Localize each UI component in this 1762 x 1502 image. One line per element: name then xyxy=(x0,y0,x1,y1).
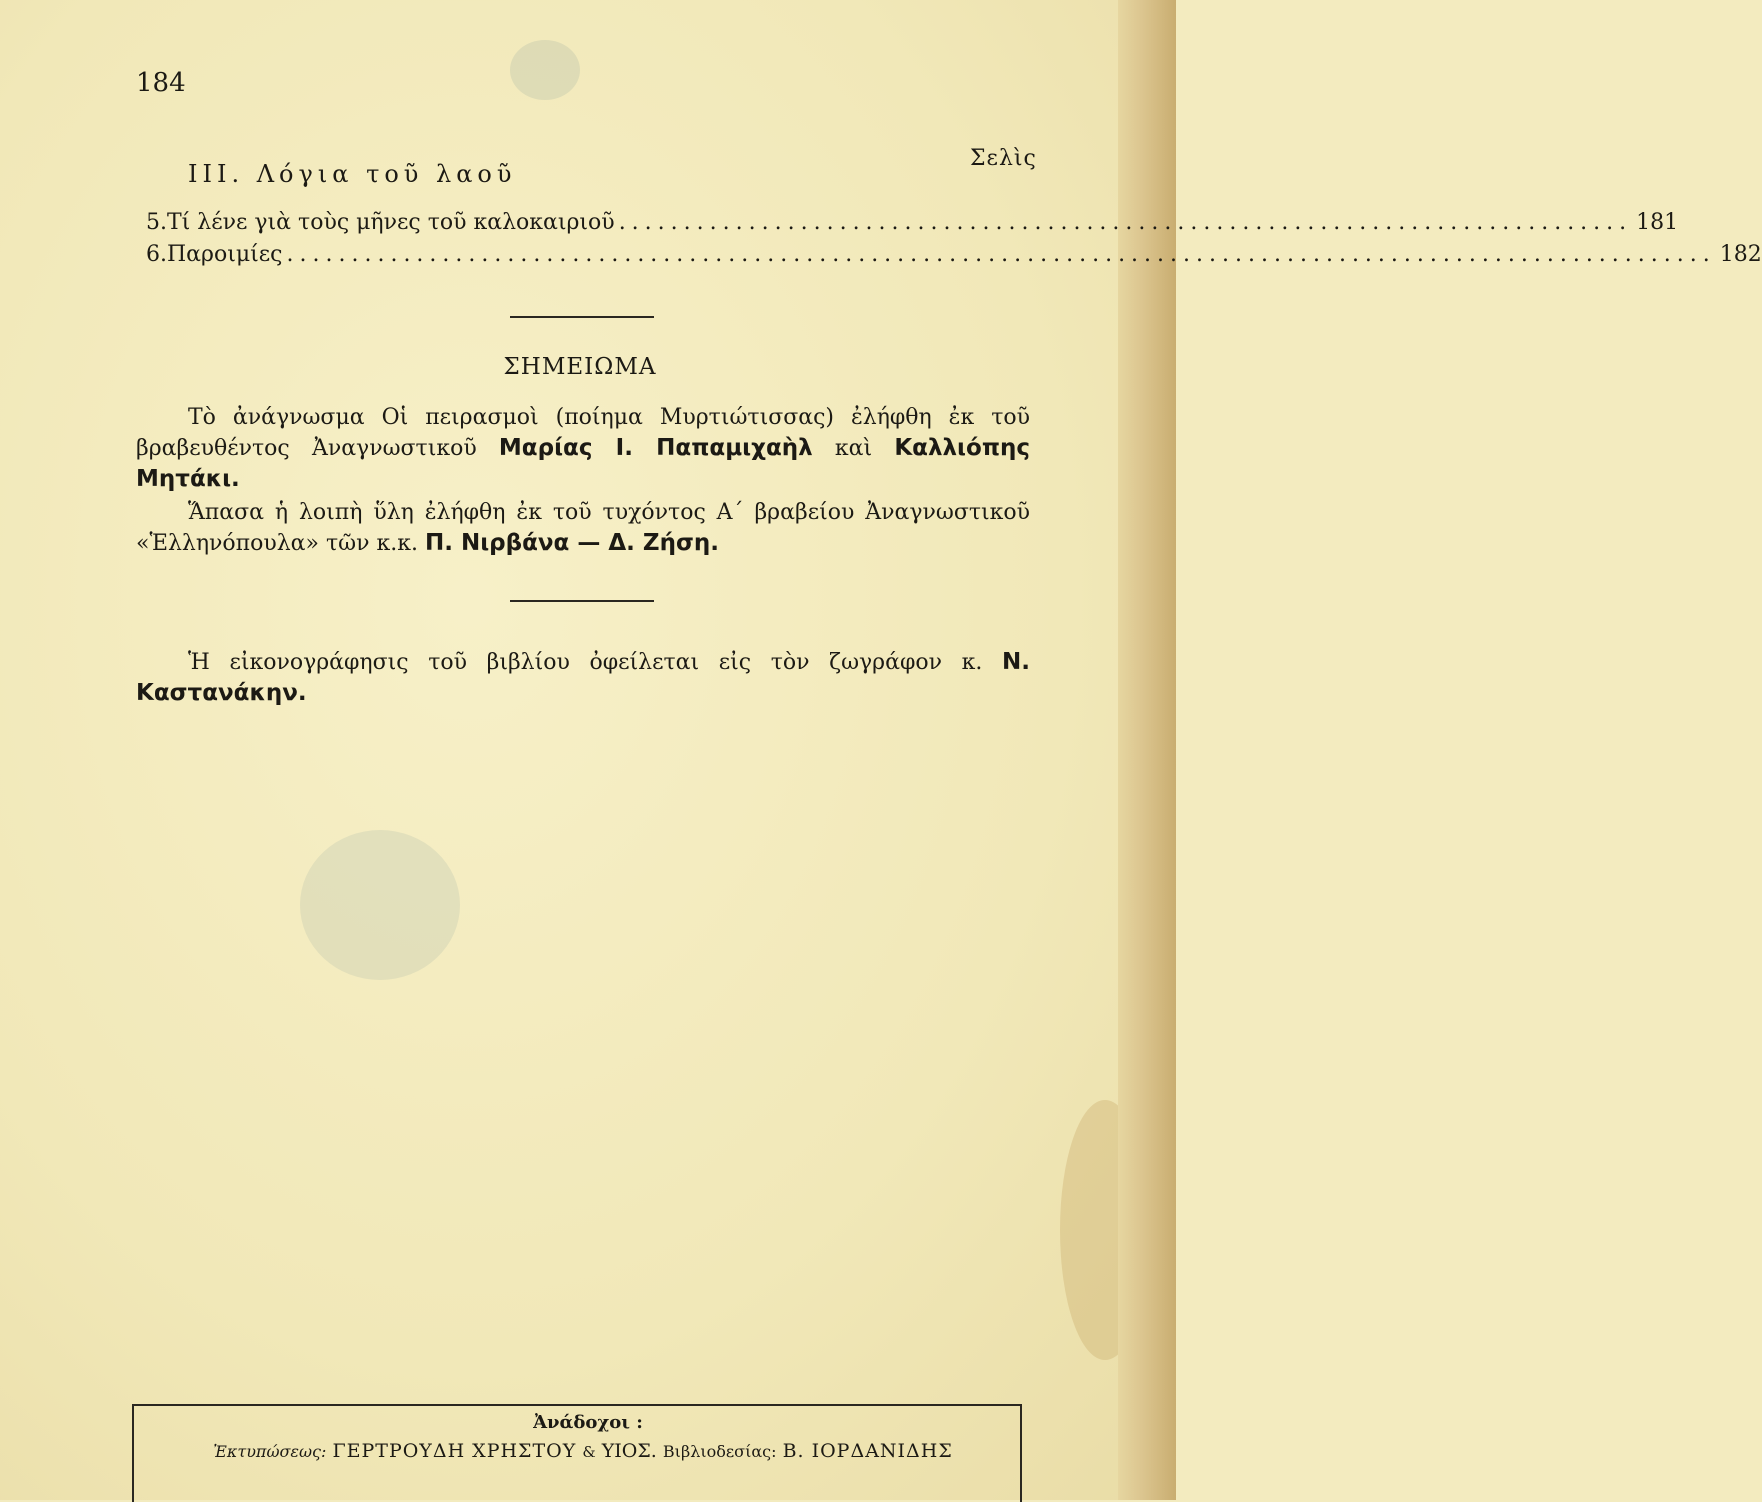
ink-stain xyxy=(300,830,460,980)
note-title: ΣΗΜΕΙΩΜΑ xyxy=(503,354,657,380)
note-paragraph-2 xyxy=(136,497,1030,559)
toc-entry-page: 182 xyxy=(1719,242,1762,267)
toc-entry-number: 5. xyxy=(146,210,167,235)
printer-name: ΓΕΡΤΡΟΥΔΗ ΧΡΗΣΤΟΥ xyxy=(332,1440,577,1462)
page-number: 184 xyxy=(136,68,186,98)
note-p2-text: Ἅπασα ἡ λοιπὴ ὕλη ἐλήφθη ἐκ τοῦ τυχόντος Α΄ βραβείου Ἀναγνωστικοῦ «Ἑλληνόπουλα» τῶν κ.κ. xyxy=(136,500,1030,556)
ampersand: & xyxy=(582,1443,596,1461)
toc-entry xyxy=(146,242,1762,267)
illustration-text: Ἡ εἰκονογράφησις τοῦ βιβλίου ὀφείλεται εἰς τὸν ζωγράφον κ. xyxy=(188,650,983,675)
toc-entry xyxy=(146,210,1679,235)
toc-leader-dots: .............................................................................. xyxy=(618,210,1633,235)
toc-entry-title: Παροιμίες xyxy=(167,242,283,267)
page-column-header: Σελὶς xyxy=(970,146,1037,171)
footer-credits xyxy=(138,1440,1028,1462)
binding-label: Βιβλιοδεσίας: xyxy=(662,1442,777,1461)
divider xyxy=(510,600,654,602)
author-name: Μαρίας Ι. Παπαμιχαὴλ xyxy=(498,435,813,461)
toc-entry-title: Τί λένε γιὰ τοὺς μῆνες τοῦ καλοκαιριοῦ xyxy=(167,210,615,235)
author-names: Π. Νιρβάνα — Δ. Ζήση. xyxy=(424,530,719,556)
binder-name: Β. ΙΟΡΔΑΝΙΔΗΣ xyxy=(782,1440,953,1462)
conjunction: καὶ xyxy=(834,436,873,461)
footer-label: Ἀνάδοχοι : xyxy=(533,1412,643,1433)
printer-son: ΥΙΟΣ. xyxy=(601,1440,657,1462)
printing-label: Ἐκτυπώσεως: xyxy=(213,1442,327,1461)
toc-leader-dots: .............................................................................................................. xyxy=(286,242,1716,267)
illustration-credit xyxy=(136,647,1030,709)
toc-entry-number: 6. xyxy=(146,242,167,267)
ink-stain xyxy=(510,40,580,100)
section-heading: ΙΙΙ. Λόγια τοῦ λαοῦ xyxy=(188,160,517,188)
illustrator-name: Ν. Καστανάκην. xyxy=(136,649,1031,706)
note-p1-text: Τὸ ἀνάγνωσμα Οἱ πειρασμοὶ (ποίημα Μυρτιώτισσας) ἐλήφθη ἐκ τοῦ βραβευθέντος Ἀναγνωστικοῦ xyxy=(136,405,1030,461)
divider xyxy=(510,316,654,318)
note-paragraph-1 xyxy=(136,402,1030,495)
toc-entry-page: 181 xyxy=(1636,210,1679,235)
author-name: Καλλιόπης Μητάκι. xyxy=(136,435,1031,492)
